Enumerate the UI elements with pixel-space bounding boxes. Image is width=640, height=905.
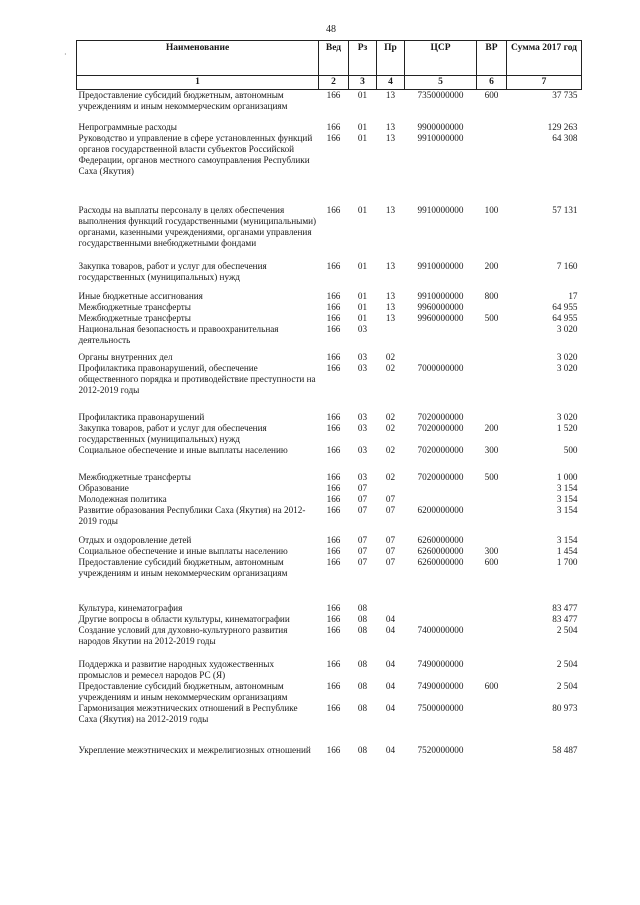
column-number: 3 <box>349 76 377 90</box>
cell-csr: 7020000000 <box>417 445 464 455</box>
table-row <box>77 505 582 535</box>
cell-rz: 08 <box>357 603 368 613</box>
cell-rz: 08 <box>357 703 368 713</box>
cell-pr: 04 <box>385 625 396 635</box>
cell-name: Расходы на выплаты персоналу в целях обеспечения выполнения функций государственными (муниципальными) органами, казенными учреждениями, органами управления государственными внебюджетными фондами <box>78 205 317 248</box>
cell-ved: 166 <box>326 133 341 143</box>
cell-pr: 02 <box>385 412 396 422</box>
table-row <box>77 352 582 363</box>
table-row <box>77 625 582 659</box>
column-number: 6 <box>477 76 507 90</box>
header-row <box>77 41 582 76</box>
cell-ved: 166 <box>326 352 341 362</box>
cell-name: Культура, кинематография <box>78 603 183 613</box>
table-row <box>77 745 582 756</box>
cell-vr <box>477 625 507 659</box>
cell-name: Гармонизация межэтнических отношений в Республике Саха (Якутия) на 2012-2019 годы <box>78 703 298 724</box>
table-row <box>77 423 582 445</box>
cell-vr: 800 <box>484 291 499 301</box>
table-row <box>77 703 582 745</box>
cell-ved: 166 <box>326 603 341 613</box>
cell-vr <box>477 302 507 313</box>
cell-vr <box>477 412 507 423</box>
cell-vr: 300 <box>484 546 499 556</box>
cell-sum: 3 154 <box>556 483 578 493</box>
cell-rz: 03 <box>357 352 368 362</box>
cell-ved: 166 <box>326 90 341 100</box>
cell-ved: 166 <box>326 745 341 755</box>
cell-sum: 1 000 <box>556 472 578 482</box>
cell-csr: 9960000000 <box>417 302 464 312</box>
cell-ved: 166 <box>326 291 341 301</box>
cell-pr: 13 <box>385 205 396 215</box>
cell-sum: 3 154 <box>556 535 578 545</box>
cell-name: Предоставление субсидий бюджетным, автономным учреждениям и иным некоммерческим организациям <box>78 681 288 702</box>
cell-name: Профилактика правонарушений, обеспечение общественного порядка и противодействие преступности на 2012-2019 годы <box>78 363 316 395</box>
cell-rz: 08 <box>357 745 368 755</box>
cell-csr: 6260000000 <box>417 546 464 556</box>
cell-csr: 9910000000 <box>417 291 464 301</box>
table-row <box>77 363 582 412</box>
cell-name: Укрепление межэтнических и межрелигиозных отношений <box>78 745 311 755</box>
cell-csr <box>405 603 477 614</box>
cell-sum: 58 487 <box>552 745 578 755</box>
cell-csr: 7490000000 <box>417 659 464 669</box>
table-row <box>77 412 582 423</box>
table-row <box>77 659 582 681</box>
cell-vr: 600 <box>484 557 499 567</box>
cell-rz: 08 <box>357 681 368 691</box>
cell-csr <box>405 494 477 505</box>
header-sum: Сумма 2017 год <box>507 41 582 76</box>
cell-csr: 9910000000 <box>417 133 464 143</box>
cell-csr <box>405 614 477 625</box>
cell-rz: 03 <box>357 324 368 334</box>
cell-csr: 9900000000 <box>417 122 464 132</box>
column-number: 1 <box>77 76 319 90</box>
cell-sum: 7 160 <box>556 261 578 271</box>
cell-name: Молодежная политика <box>78 494 167 504</box>
cell-pr <box>377 483 405 494</box>
cell-vr <box>477 603 507 614</box>
cell-vr <box>477 535 507 546</box>
cell-name: Предоставление субсидий бюджетным, автономным учреждениям и иным некоммерческим организациям <box>78 557 288 578</box>
cell-pr: 13 <box>385 313 396 323</box>
cell-csr: 7000000000 <box>417 363 464 373</box>
cell-sum: 1 700 <box>556 557 578 567</box>
cell-rz: 07 <box>357 483 368 493</box>
cell-pr: 07 <box>385 494 396 504</box>
cell-rz: 07 <box>357 535 368 545</box>
column-number: 7 <box>507 76 582 90</box>
header-csr: ЦСР <box>405 41 477 76</box>
cell-ved: 166 <box>326 703 341 713</box>
cell-pr: 13 <box>385 291 396 301</box>
table-row <box>77 445 582 472</box>
cell-sum: 1 454 <box>556 546 578 556</box>
column-number: 5 <box>405 76 477 90</box>
table-row <box>77 324 582 352</box>
cell-pr: 07 <box>385 546 396 556</box>
cell-csr: 7350000000 <box>417 90 464 100</box>
cell-sum: 64 308 <box>552 133 578 143</box>
cell-csr: 9910000000 <box>417 205 464 215</box>
cell-rz: 07 <box>357 494 368 504</box>
cell-vr: 500 <box>484 313 499 323</box>
table-row <box>77 302 582 313</box>
cell-ved: 166 <box>326 546 341 556</box>
cell-pr: 13 <box>385 90 396 100</box>
cell-csr: 7020000000 <box>417 423 464 433</box>
cell-pr: 07 <box>385 505 396 515</box>
cell-pr: 02 <box>385 472 396 482</box>
cell-rz: 01 <box>357 302 368 312</box>
table-row <box>77 483 582 494</box>
cell-vr <box>477 614 507 625</box>
cell-sum: 129 263 <box>547 122 578 132</box>
cell-vr <box>477 659 507 681</box>
cell-ved: 166 <box>326 445 341 455</box>
cell-rz: 01 <box>357 205 368 215</box>
cell-csr: 7490000000 <box>417 681 464 691</box>
table-row <box>77 122 582 133</box>
cell-csr: 7500000000 <box>417 703 464 713</box>
cell-ved: 166 <box>326 412 341 422</box>
cell-ved: 166 <box>326 423 341 433</box>
cell-ved: 166 <box>326 625 341 635</box>
table-row <box>77 603 582 614</box>
cell-rz: 03 <box>357 472 368 482</box>
cell-ved: 166 <box>326 122 341 132</box>
cell-sum: 3 020 <box>556 324 578 334</box>
cell-vr <box>477 494 507 505</box>
cell-csr: 7020000000 <box>417 412 464 422</box>
cell-ved: 166 <box>326 205 341 215</box>
cell-rz: 03 <box>357 363 368 373</box>
cell-rz: 03 <box>357 445 368 455</box>
cell-name: Профилактика правонарушений <box>78 412 205 422</box>
cell-pr: 07 <box>385 535 396 545</box>
cell-csr: 7020000000 <box>417 472 464 482</box>
cell-csr: 9910000000 <box>417 261 464 271</box>
table-row <box>77 546 582 557</box>
cell-pr: 04 <box>385 745 396 755</box>
cell-sum: 37 735 <box>552 90 578 100</box>
cell-vr: 600 <box>484 681 499 691</box>
table-body <box>77 90 582 757</box>
cell-ved: 166 <box>326 472 341 482</box>
cell-name: Отдых и оздоровление детей <box>78 535 192 545</box>
cell-pr: 02 <box>385 445 396 455</box>
header-name: Наименование <box>77 41 319 76</box>
cell-name: Другие вопросы в области культуры, кинематографии <box>78 614 290 624</box>
cell-rz: 01 <box>357 291 368 301</box>
column-number: 2 <box>319 76 349 90</box>
cell-name: Национальная безопасность и правоохранительная деятельность <box>78 324 279 345</box>
column-number: 4 <box>377 76 405 90</box>
cell-ved: 166 <box>326 302 341 312</box>
cell-vr: 200 <box>484 261 499 271</box>
cell-rz: 07 <box>357 557 368 567</box>
cell-pr: 02 <box>385 363 396 373</box>
cell-sum: 3 020 <box>556 352 578 362</box>
cell-name: Руководство и управление в сфере установленных функций органов государственной власти субъектов Российской Федерации, органов местного самоуправления Республики Саха (Якутия) <box>78 133 313 176</box>
cell-csr: 7400000000 <box>417 625 464 635</box>
cell-rz: 03 <box>357 423 368 433</box>
cell-sum: 500 <box>563 445 578 455</box>
cell-name: Иные бюджетные ассигнования <box>78 291 203 301</box>
cell-sum: 2 504 <box>556 681 578 691</box>
cell-vr: 500 <box>484 472 499 482</box>
cell-name: Предоставление субсидий бюджетным, автономным учреждениям и иным некоммерческим организациям <box>78 90 288 111</box>
cell-vr <box>477 122 507 133</box>
cell-name: Закупка товаров, работ и услуг для обеспечения государственных (муниципальных) нужд <box>78 261 267 282</box>
header-pr: Пр <box>377 41 405 76</box>
cell-pr <box>377 603 405 614</box>
cell-rz: 01 <box>357 122 368 132</box>
cell-ved: 166 <box>326 313 341 323</box>
cell-rz: 08 <box>357 659 368 669</box>
table-row <box>77 535 582 546</box>
table-row <box>77 313 582 324</box>
cell-csr: 6260000000 <box>417 535 464 545</box>
cell-csr: 7520000000 <box>417 745 464 755</box>
cell-pr: 13 <box>385 261 396 271</box>
cell-pr: 04 <box>385 659 396 669</box>
cell-ved: 166 <box>326 659 341 669</box>
cell-pr <box>377 324 405 352</box>
cell-ved: 166 <box>326 614 341 624</box>
cell-csr <box>405 324 477 352</box>
cell-csr: 6200000000 <box>417 505 464 515</box>
cell-vr <box>477 483 507 494</box>
cell-sum: 2 504 <box>556 625 578 635</box>
cell-csr <box>405 483 477 494</box>
cell-ved: 166 <box>326 261 341 271</box>
table-row <box>77 291 582 302</box>
cell-ved: 166 <box>326 494 341 504</box>
cell-pr: 02 <box>385 423 396 433</box>
cell-name: Создание условий для духовно-культурного развития народов Якутии на 2012-2019 годы <box>78 625 288 646</box>
cell-name: Закупка товаров, работ и услуг для обеспечения государственных (муниципальных) нужд <box>78 423 267 444</box>
cell-rz: 01 <box>357 133 368 143</box>
cell-rz: 01 <box>357 261 368 271</box>
cell-pr: 04 <box>385 703 396 713</box>
cell-csr <box>405 352 477 363</box>
cell-sum: 3 020 <box>556 412 578 422</box>
table-row <box>77 472 582 483</box>
cell-name: Непрограммные расходы <box>78 122 177 132</box>
cell-vr: 300 <box>484 445 499 455</box>
page-number: 48 <box>326 24 336 35</box>
cell-pr: 02 <box>385 352 396 362</box>
cell-sum: 80 973 <box>552 703 578 713</box>
cell-vr <box>477 363 507 412</box>
cell-vr: 600 <box>484 90 499 100</box>
table-row <box>77 681 582 703</box>
cell-rz: 03 <box>357 412 368 422</box>
cell-name: Образование <box>78 483 129 493</box>
cell-csr: 9960000000 <box>417 313 464 323</box>
cell-pr: 07 <box>385 557 396 567</box>
cell-name: Межбюджетные трансферты <box>78 302 191 312</box>
cell-name: Межбюджетные трансферты <box>78 472 191 482</box>
cell-name: Социальное обеспечение и иные выплаты населению <box>78 546 288 556</box>
cell-vr <box>477 324 507 352</box>
cell-rz: 01 <box>357 90 368 100</box>
margin-mark: · <box>64 50 67 59</box>
table-row <box>77 90 582 123</box>
cell-rz: 07 <box>357 546 368 556</box>
cell-sum: 64 955 <box>552 302 578 312</box>
cell-rz: 08 <box>357 625 368 635</box>
table-row <box>77 494 582 505</box>
cell-pr: 04 <box>385 681 396 691</box>
table-row <box>77 261 582 291</box>
cell-ved: 166 <box>326 557 341 567</box>
cell-rz: 08 <box>357 614 368 624</box>
cell-vr: 100 <box>484 205 499 215</box>
cell-ved: 166 <box>326 681 341 691</box>
cell-sum: 17 <box>568 291 578 301</box>
cell-pr: 13 <box>385 122 396 132</box>
cell-name: Развитие образования Республики Саха (Якутия) на 2012-2019 годы <box>78 505 306 526</box>
table-row <box>77 614 582 625</box>
cell-csr: 6260000000 <box>417 557 464 567</box>
cell-vr <box>477 133 507 205</box>
cell-ved: 166 <box>326 535 341 545</box>
cell-rz: 01 <box>357 313 368 323</box>
cell-sum: 64 955 <box>552 313 578 323</box>
cell-sum: 1 520 <box>556 423 578 433</box>
cell-sum: 3 020 <box>556 363 578 373</box>
cell-sum: 3 154 <box>556 505 578 515</box>
cell-vr <box>477 505 507 535</box>
table-row <box>77 557 582 603</box>
cell-name: Поддержка и развитие народных художественных промыслов и ремесел народов РС (Я) <box>78 659 275 680</box>
header-ved: Вед <box>319 41 349 76</box>
header-vr: ВР <box>477 41 507 76</box>
cell-sum: 83 477 <box>552 614 578 624</box>
cell-vr: 200 <box>484 423 499 433</box>
cell-vr <box>477 352 507 363</box>
budget-table <box>76 40 582 756</box>
cell-vr <box>477 703 507 745</box>
cell-sum: 57 131 <box>552 205 578 215</box>
column-number-row <box>77 76 582 90</box>
cell-name: Органы внутренних дел <box>78 352 173 362</box>
cell-sum: 2 504 <box>556 659 578 669</box>
cell-ved: 166 <box>326 505 341 515</box>
header-rz: Рз <box>349 41 377 76</box>
cell-sum: 83 477 <box>552 603 578 613</box>
cell-ved: 166 <box>326 363 341 373</box>
cell-name: Социальное обеспечение и иные выплаты населению <box>78 445 288 455</box>
cell-pr: 13 <box>385 302 396 312</box>
cell-pr: 04 <box>385 614 396 624</box>
table-row <box>77 205 582 261</box>
cell-name: Межбюджетные трансферты <box>78 313 191 323</box>
cell-vr <box>477 745 507 756</box>
cell-ved: 166 <box>326 324 341 334</box>
cell-rz: 07 <box>357 505 368 515</box>
table-row <box>77 133 582 205</box>
cell-pr: 13 <box>385 133 396 143</box>
cell-sum: 3 154 <box>556 494 578 504</box>
cell-ved: 166 <box>326 483 341 493</box>
